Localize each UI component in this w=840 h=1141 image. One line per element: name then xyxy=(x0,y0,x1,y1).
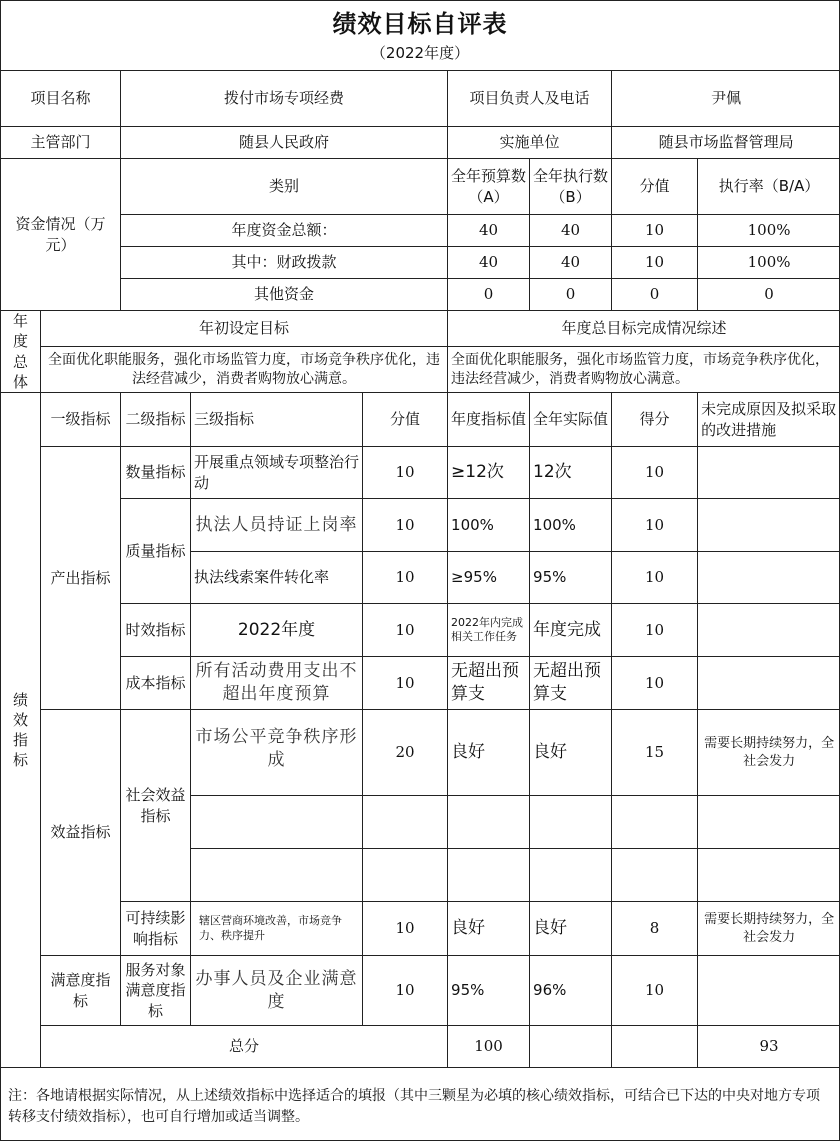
empty-cell xyxy=(448,796,530,849)
indicator-reason xyxy=(698,956,840,1026)
indicator-got: 10 xyxy=(612,552,698,604)
funds-header: 类别 xyxy=(121,159,448,215)
satisfaction-indicator-label: 满意度指标 xyxy=(41,956,121,1026)
cost-indicator-label: 成本指标 xyxy=(121,657,191,710)
project-name-value: 拨付市场专项经费 xyxy=(121,71,448,127)
empty-cell xyxy=(530,796,612,849)
funds-row-label: 年度资金总额： xyxy=(121,215,448,247)
indicator-reason xyxy=(698,552,840,604)
funds-header: 全年预算数（A） xyxy=(448,159,530,215)
funds-row-label: 其中：财政拨款 xyxy=(121,247,448,279)
empty-cell xyxy=(191,849,363,902)
indicator-name: 执法人员持证上岗率 xyxy=(191,499,363,552)
perf-header: 分值 xyxy=(363,393,448,447)
evaluation-table xyxy=(0,70,840,1068)
indicator-score: 10 xyxy=(363,447,448,499)
empty-cell xyxy=(530,1026,612,1068)
indicator-got: 10 xyxy=(612,499,698,552)
footnote: 注：各地请根据实际情况，从上述绩效指标中选择适合的填报（其中三颗星为必填的核心绩效指标，可结合已下达的中央对地方专项转移支付绩效指标），也可自行增加或适当调整。 xyxy=(8,1088,820,1125)
indicator-name: 执法线索案件转化率 xyxy=(191,552,363,604)
overall-result-header: 年度总目标完成情况综述 xyxy=(448,311,840,347)
impl-value: 随县市场监督管理局 xyxy=(612,127,840,159)
output-indicator-label: 产出指标 xyxy=(41,447,121,710)
indicator-score: 20 xyxy=(363,710,448,796)
funds-cell: 0 xyxy=(612,279,698,311)
funds-cell: 100% xyxy=(698,247,840,279)
funds-cell: 0 xyxy=(698,279,840,311)
social-benefit-label: 社会效益指标 xyxy=(121,710,191,902)
page-subtitle: （2022年度） xyxy=(370,44,470,62)
project-name-label: 项目名称 xyxy=(1,71,121,127)
indicator-score: 10 xyxy=(363,657,448,710)
funds-header: 分值 xyxy=(612,159,698,215)
impl-label: 实施单位 xyxy=(448,127,612,159)
indicator-got: 10 xyxy=(612,956,698,1026)
indicator-actual: 年度完成 xyxy=(530,604,612,657)
perf-header: 得分 xyxy=(612,393,698,447)
indicator-name: 辖区营商环境改善，市场竞争力、秩序提升 xyxy=(191,902,363,956)
indicator-score: 10 xyxy=(363,956,448,1026)
empty-cell xyxy=(698,796,840,849)
indicator-actual: 无超出预算支 xyxy=(530,657,612,710)
indicator-got: 10 xyxy=(612,657,698,710)
funds-header: 全年执行数（B） xyxy=(530,159,612,215)
indicator-name: 2022年度 xyxy=(191,604,363,657)
indicator-score: 10 xyxy=(363,604,448,657)
perf-header: 年度指标值 xyxy=(448,393,530,447)
indicator-got: 10 xyxy=(612,604,698,657)
empty-cell xyxy=(191,796,363,849)
funds-cell: 100% xyxy=(698,215,840,247)
overall-section-label: 年度总体 xyxy=(1,311,41,393)
indicator-got: 8 xyxy=(612,902,698,956)
indicator-name: 办事人员及企业满意度 xyxy=(191,956,363,1026)
indicator-target: 100% xyxy=(448,499,530,552)
empty-cell xyxy=(448,849,530,902)
overall-target-text: 全面优化职能服务，强化市场监管力度，市场竞争秩序优化，违法经营减少，消费者购物放心满意。 xyxy=(41,347,448,393)
indicator-score: 10 xyxy=(363,552,448,604)
total-got: 93 xyxy=(698,1026,840,1068)
funds-cell: 40 xyxy=(448,247,530,279)
indicator-actual: 96% xyxy=(530,956,612,1026)
indicator-target: 95% xyxy=(448,956,530,1026)
indicator-score: 10 xyxy=(363,499,448,552)
indicator-reason xyxy=(698,499,840,552)
indicator-name: 所有活动费用支出不超出年度预算 xyxy=(191,657,363,710)
indicator-actual: 12次 xyxy=(530,447,612,499)
perf-header: 一级指标 xyxy=(41,393,121,447)
time-indicator-label: 时效指标 xyxy=(121,604,191,657)
perf-header: 全年实际值 xyxy=(530,393,612,447)
dept-label: 主管部门 xyxy=(1,127,121,159)
funds-cell: 10 xyxy=(612,247,698,279)
indicator-target: 无超出预算支 xyxy=(448,657,530,710)
sustain-indicator-label: 可持续影响指标 xyxy=(121,902,191,956)
service-satisfaction-label: 服务对象满意度指标 xyxy=(121,956,191,1026)
funds-cell: 10 xyxy=(612,215,698,247)
indicator-target: 2022年内完成相关工作任务 xyxy=(448,604,530,657)
indicator-target: 良好 xyxy=(448,902,530,956)
funds-cell: 40 xyxy=(448,215,530,247)
indicator-actual: 良好 xyxy=(530,902,612,956)
empty-cell xyxy=(612,796,698,849)
indicator-name: 市场公平竞争秩序形成 xyxy=(191,710,363,796)
overall-target-header: 年初设定目标 xyxy=(41,311,448,347)
indicator-got: 10 xyxy=(612,447,698,499)
indicator-reason: 需要长期持续努力，全社会发力 xyxy=(698,710,840,796)
quantity-indicator-label: 数量指标 xyxy=(121,447,191,499)
perf-header: 未完成原因及拟采取的改进措施 xyxy=(698,393,840,447)
funds-cell: 0 xyxy=(530,279,612,311)
quality-indicator-label: 质量指标 xyxy=(121,499,191,604)
empty-cell xyxy=(363,849,448,902)
indicator-actual: 100% xyxy=(530,499,612,552)
indicator-actual: 良好 xyxy=(530,710,612,796)
indicator-score: 10 xyxy=(363,902,448,956)
empty-cell xyxy=(363,796,448,849)
empty-cell xyxy=(612,1026,698,1068)
funds-section-label: 资金情况（万元） xyxy=(1,159,121,311)
indicator-reason xyxy=(698,447,840,499)
perf-section-label: 绩效指标 xyxy=(1,393,41,1068)
benefit-indicator-label: 效益指标 xyxy=(41,710,121,956)
empty-cell xyxy=(698,849,840,902)
funds-row-label: 其他资金 xyxy=(121,279,448,311)
empty-cell xyxy=(530,849,612,902)
perf-header: 二级指标 xyxy=(121,393,191,447)
funds-cell: 40 xyxy=(530,215,612,247)
total-score: 100 xyxy=(448,1026,530,1068)
project-leader-value: 尹佩 xyxy=(612,71,840,127)
indicator-reason xyxy=(698,657,840,710)
dept-value: 随县人民政府 xyxy=(121,127,448,159)
total-label: 总分 xyxy=(41,1026,448,1068)
indicator-reason: 需要长期持续努力，全社会发力 xyxy=(698,902,840,956)
funds-header: 执行率（B/A） xyxy=(698,159,840,215)
indicator-reason xyxy=(698,604,840,657)
empty-cell xyxy=(612,849,698,902)
indicator-target: ≥95% xyxy=(448,552,530,604)
indicator-target: 良好 xyxy=(448,710,530,796)
indicator-actual: 95% xyxy=(530,552,612,604)
indicator-name: 开展重点领域专项整治行动 xyxy=(191,447,363,499)
overall-result-text: 全面优化职能服务，强化市场监管力度，市场竞争秩序优化，违法经营减少，消费者购物放心满意。 xyxy=(448,347,840,393)
project-leader-label: 项目负责人及电话 xyxy=(448,71,612,127)
indicator-got: 15 xyxy=(612,710,698,796)
funds-cell: 40 xyxy=(530,247,612,279)
perf-header: 三级指标 xyxy=(191,393,363,447)
funds-cell: 0 xyxy=(448,279,530,311)
page-title: 绩效目标自评表 xyxy=(332,9,508,38)
indicator-target: ≥12次 xyxy=(448,447,530,499)
